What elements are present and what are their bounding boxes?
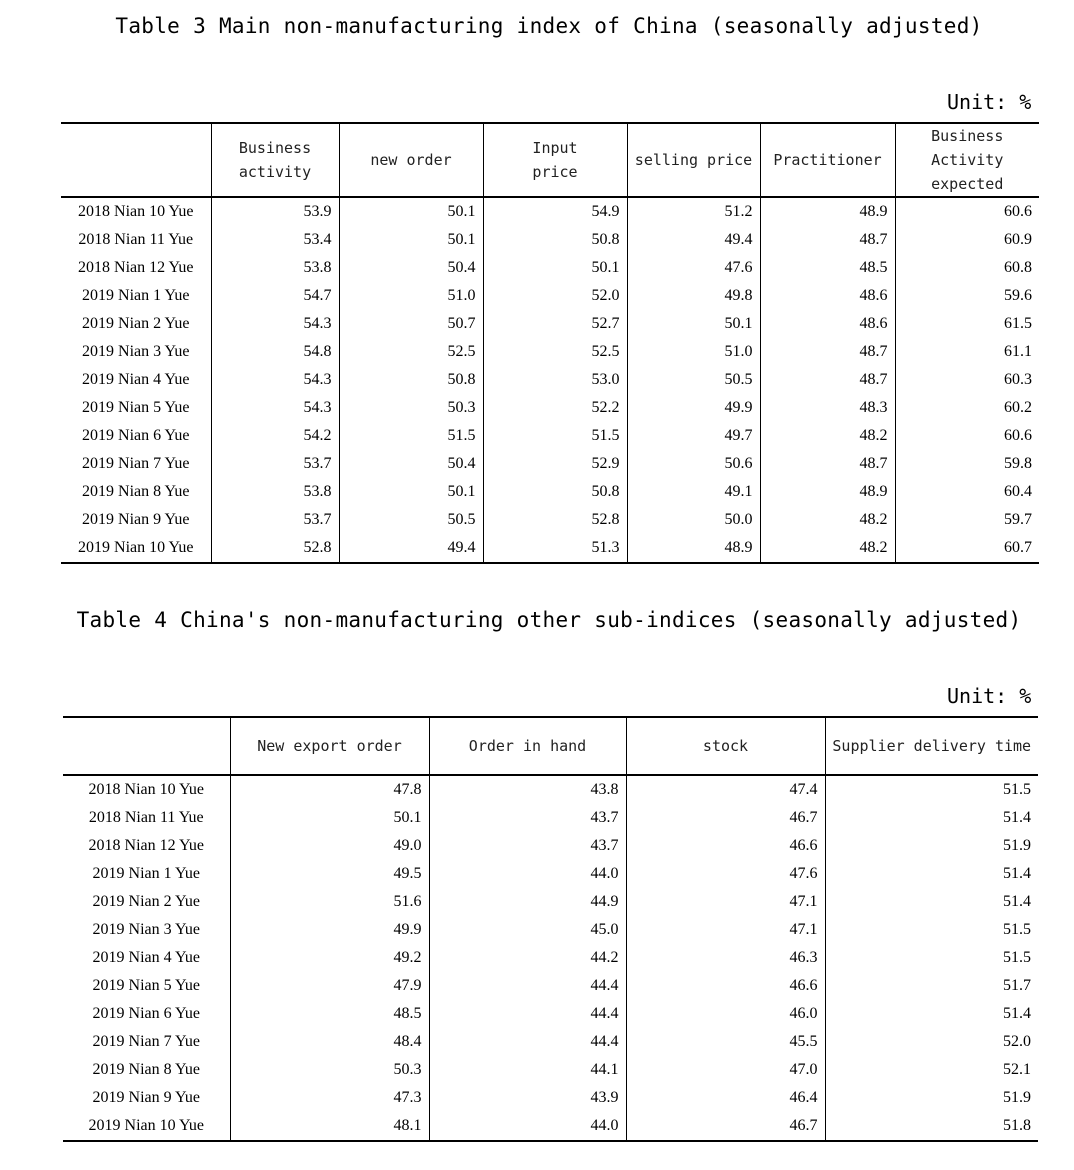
- table-cell: 43.9: [429, 1084, 626, 1112]
- table-row: [61, 478, 1039, 506]
- table4-title: Table 4 China's non-manufacturing other sub-indices (seasonally adjusted): [76, 608, 1022, 632]
- row-label: 2019 Nian 6 Yue: [92, 1005, 200, 1022]
- table-row: [63, 860, 1038, 888]
- table-cell: 50.1: [339, 226, 483, 254]
- table-cell: 48.6: [760, 282, 895, 310]
- table-cell: 48.5: [760, 254, 895, 282]
- table-cell: 51.4: [825, 804, 1038, 832]
- table-cell: 49.4: [339, 534, 483, 563]
- table-cell: 59.8: [895, 450, 1039, 478]
- table-cell: 44.2: [429, 944, 626, 972]
- table-cell: 48.7: [760, 450, 895, 478]
- table-cell: 60.2: [895, 394, 1039, 422]
- table-row: [63, 804, 1038, 832]
- row-label: 2018 Nian 10 Yue: [78, 203, 194, 220]
- table-cell: 51.4: [825, 1000, 1038, 1028]
- table3-header-selling-price: selling price: [627, 123, 760, 197]
- row-label: 2019 Nian 5 Yue: [82, 399, 190, 416]
- table-cell: 53.4: [211, 226, 339, 254]
- table-cell: 49.5: [230, 860, 429, 888]
- table-cell: 44.4: [429, 1028, 626, 1056]
- table-cell: 51.0: [627, 338, 760, 366]
- table-cell: 51.5: [483, 422, 627, 450]
- table-cell: 46.6: [626, 972, 825, 1000]
- table-cell: 45.0: [429, 916, 626, 944]
- table-cell: 46.4: [626, 1084, 825, 1112]
- table-cell: 49.8: [627, 282, 760, 310]
- table-cell: 50.8: [339, 366, 483, 394]
- row-label: 2019 Nian 2 Yue: [82, 315, 190, 332]
- table-cell: 50.1: [483, 254, 627, 282]
- table-cell: 48.9: [627, 534, 760, 563]
- table-cell: 60.7: [895, 534, 1039, 563]
- table-cell: 51.0: [339, 282, 483, 310]
- table3-header-row: [61, 123, 1039, 197]
- table-cell: 48.2: [760, 506, 895, 534]
- table-cell: 47.9: [230, 972, 429, 1000]
- table-cell: 49.1: [627, 478, 760, 506]
- table4-unit: Unit: %: [947, 684, 1032, 708]
- table-row: [63, 1056, 1038, 1084]
- table-cell: 52.2: [483, 394, 627, 422]
- table-cell: 60.6: [895, 197, 1039, 226]
- table4-header-order-in-hand: Order in hand: [429, 717, 626, 775]
- row-label: 2018 Nian 10 Yue: [88, 781, 204, 798]
- table-cell: 50.8: [483, 478, 627, 506]
- table-cell: 47.4: [626, 775, 825, 804]
- table-row: [61, 254, 1039, 282]
- table-cell: 50.5: [627, 366, 760, 394]
- table-cell: 51.3: [483, 534, 627, 563]
- table-cell: 53.7: [211, 450, 339, 478]
- table-cell: 48.3: [760, 394, 895, 422]
- table-cell: 46.7: [626, 804, 825, 832]
- table-cell: 51.9: [825, 832, 1038, 860]
- table-cell: 54.8: [211, 338, 339, 366]
- row-label: 2019 Nian 5 Yue: [92, 977, 200, 994]
- table-cell: 51.9: [825, 1084, 1038, 1112]
- table-cell: 46.3: [626, 944, 825, 972]
- table-cell: 53.9: [211, 197, 339, 226]
- table3-header-input-price: Input price: [483, 123, 627, 197]
- table-cell: 50.3: [230, 1056, 429, 1084]
- table-row: [61, 310, 1039, 338]
- row-label: 2018 Nian 11 Yue: [78, 231, 194, 248]
- row-label: 2019 Nian 2 Yue: [92, 893, 200, 910]
- table4-header-blank: [63, 717, 230, 775]
- table3-title: Table 3 Main non-manufacturing index of China (seasonally adjusted): [115, 14, 983, 38]
- table-cell: 52.8: [483, 506, 627, 534]
- row-label: 2019 Nian 10 Yue: [88, 1117, 204, 1134]
- table-cell: 46.0: [626, 1000, 825, 1028]
- table-cell: 50.1: [339, 197, 483, 226]
- table-row: [63, 1084, 1038, 1112]
- table-cell: 52.5: [483, 338, 627, 366]
- table-cell: 48.9: [760, 478, 895, 506]
- table-cell: 51.4: [825, 888, 1038, 916]
- table-row: [63, 1112, 1038, 1141]
- table-cell: 50.0: [627, 506, 760, 534]
- table-cell: 48.2: [760, 534, 895, 563]
- table-cell: 47.1: [626, 916, 825, 944]
- table-row: [61, 226, 1039, 254]
- table-row: [63, 972, 1038, 1000]
- table-cell: 50.3: [339, 394, 483, 422]
- table-cell: 53.8: [211, 478, 339, 506]
- row-label: 2018 Nian 12 Yue: [78, 259, 194, 276]
- table-row: [61, 366, 1039, 394]
- table-row: [63, 916, 1038, 944]
- table-cell: 48.7: [760, 338, 895, 366]
- row-label: 2018 Nian 12 Yue: [88, 837, 204, 854]
- table-cell: 48.9: [760, 197, 895, 226]
- table-cell: 49.2: [230, 944, 429, 972]
- table-cell: 45.5: [626, 1028, 825, 1056]
- table-row: [63, 775, 1038, 804]
- table-cell: 51.2: [627, 197, 760, 226]
- table4-header-stock: stock: [626, 717, 825, 775]
- table-row: [61, 534, 1039, 563]
- table3-header-business-activity: Business activity: [211, 123, 339, 197]
- table-cell: 54.2: [211, 422, 339, 450]
- table-cell: 52.0: [483, 282, 627, 310]
- table-cell: 50.5: [339, 506, 483, 534]
- table-cell: 50.1: [339, 478, 483, 506]
- row-label: 2019 Nian 10 Yue: [78, 539, 194, 556]
- table3-unit: Unit: %: [947, 90, 1032, 114]
- row-label: 2019 Nian 1 Yue: [92, 865, 200, 882]
- table-cell: 44.0: [429, 860, 626, 888]
- table-cell: 48.7: [760, 226, 895, 254]
- table-row: [61, 506, 1039, 534]
- table-row: [63, 944, 1038, 972]
- row-label: 2019 Nian 8 Yue: [92, 1061, 200, 1078]
- table-cell: 50.4: [339, 450, 483, 478]
- table-cell: 43.8: [429, 775, 626, 804]
- table3-header-new-order: new order: [339, 123, 483, 197]
- table3-header-practitioner: Practitioner: [760, 123, 895, 197]
- row-label: 2019 Nian 3 Yue: [92, 921, 200, 938]
- table-cell: 46.7: [626, 1112, 825, 1141]
- table-row: [63, 832, 1038, 860]
- table-cell: 52.9: [483, 450, 627, 478]
- table-cell: 47.0: [626, 1056, 825, 1084]
- table-cell: 44.9: [429, 888, 626, 916]
- table-cell: 48.2: [760, 422, 895, 450]
- table-row: [61, 338, 1039, 366]
- table-cell: 44.4: [429, 972, 626, 1000]
- table-cell: 51.4: [825, 860, 1038, 888]
- table4: [63, 716, 1038, 1142]
- table-cell: 50.4: [339, 254, 483, 282]
- row-label: 2019 Nian 9 Yue: [92, 1089, 200, 1106]
- table-cell: 50.8: [483, 226, 627, 254]
- table-cell: 60.3: [895, 366, 1039, 394]
- table-cell: 51.8: [825, 1112, 1038, 1141]
- table-cell: 60.4: [895, 478, 1039, 506]
- table-cell: 50.7: [339, 310, 483, 338]
- table-cell: 49.7: [627, 422, 760, 450]
- table-cell: 52.0: [825, 1028, 1038, 1056]
- table-cell: 48.5: [230, 1000, 429, 1028]
- table-cell: 47.6: [627, 254, 760, 282]
- table-cell: 49.9: [230, 916, 429, 944]
- table-cell: 51.5: [339, 422, 483, 450]
- table-cell: 48.6: [760, 310, 895, 338]
- table-cell: 54.7: [211, 282, 339, 310]
- table-cell: 43.7: [429, 804, 626, 832]
- table-cell: 49.9: [627, 394, 760, 422]
- table-cell: 46.6: [626, 832, 825, 860]
- table-cell: 51.6: [230, 888, 429, 916]
- table-cell: 50.6: [627, 450, 760, 478]
- row-label: 2019 Nian 7 Yue: [82, 455, 190, 472]
- table-cell: 49.0: [230, 832, 429, 860]
- table-cell: 50.1: [230, 804, 429, 832]
- table-cell: 54.3: [211, 366, 339, 394]
- table-row: [61, 282, 1039, 310]
- table-cell: 52.7: [483, 310, 627, 338]
- table-row: [61, 450, 1039, 478]
- table-cell: 52.5: [339, 338, 483, 366]
- table-cell: 48.7: [760, 366, 895, 394]
- table-cell: 44.4: [429, 1000, 626, 1028]
- table-cell: 61.5: [895, 310, 1039, 338]
- row-label: 2019 Nian 9 Yue: [82, 511, 190, 528]
- table4-header-new-export-order: New export order: [230, 717, 429, 775]
- table4-header-supplier-delivery-time: Supplier delivery time: [825, 717, 1038, 775]
- table-cell: 60.9: [895, 226, 1039, 254]
- table-cell: 53.8: [211, 254, 339, 282]
- table-row: [63, 1000, 1038, 1028]
- table-row: [61, 197, 1039, 226]
- table-row: [61, 422, 1039, 450]
- row-label: 2019 Nian 8 Yue: [82, 483, 190, 500]
- table-row: [61, 394, 1039, 422]
- table-cell: 48.1: [230, 1112, 429, 1141]
- table-row: [63, 1028, 1038, 1056]
- table-cell: 51.7: [825, 972, 1038, 1000]
- table-cell: 51.5: [825, 944, 1038, 972]
- table-cell: 60.6: [895, 422, 1039, 450]
- table-cell: 47.3: [230, 1084, 429, 1112]
- table-cell: 51.5: [825, 916, 1038, 944]
- table-cell: 47.6: [626, 860, 825, 888]
- row-label: 2018 Nian 11 Yue: [88, 809, 204, 826]
- table-cell: 48.4: [230, 1028, 429, 1056]
- table-cell: 53.7: [211, 506, 339, 534]
- table4-header-row: [63, 717, 1038, 775]
- row-label: 2019 Nian 3 Yue: [82, 343, 190, 360]
- table-cell: 59.7: [895, 506, 1039, 534]
- table-row: [63, 888, 1038, 916]
- table-cell: 44.0: [429, 1112, 626, 1141]
- table-cell: 54.3: [211, 310, 339, 338]
- table-cell: 60.8: [895, 254, 1039, 282]
- table-cell: 54.9: [483, 197, 627, 226]
- table3: [61, 122, 1039, 564]
- table3-header-activity-expected: Business Activity expected: [895, 123, 1039, 197]
- table-cell: 44.1: [429, 1056, 626, 1084]
- table-cell: 47.8: [230, 775, 429, 804]
- table-cell: 49.4: [627, 226, 760, 254]
- table-cell: 43.7: [429, 832, 626, 860]
- row-label: 2019 Nian 4 Yue: [82, 371, 190, 388]
- row-label: 2019 Nian 6 Yue: [82, 427, 190, 444]
- table3-header-blank: [61, 123, 211, 197]
- table-cell: 54.3: [211, 394, 339, 422]
- row-label: 2019 Nian 1 Yue: [82, 287, 190, 304]
- row-label: 2019 Nian 7 Yue: [92, 1033, 200, 1050]
- table-cell: 50.1: [627, 310, 760, 338]
- table-cell: 51.5: [825, 775, 1038, 804]
- table-cell: 52.8: [211, 534, 339, 563]
- table-cell: 53.0: [483, 366, 627, 394]
- table-cell: 61.1: [895, 338, 1039, 366]
- table-cell: 59.6: [895, 282, 1039, 310]
- row-label: 2019 Nian 4 Yue: [92, 949, 200, 966]
- table-cell: 47.1: [626, 888, 825, 916]
- table-cell: 52.1: [825, 1056, 1038, 1084]
